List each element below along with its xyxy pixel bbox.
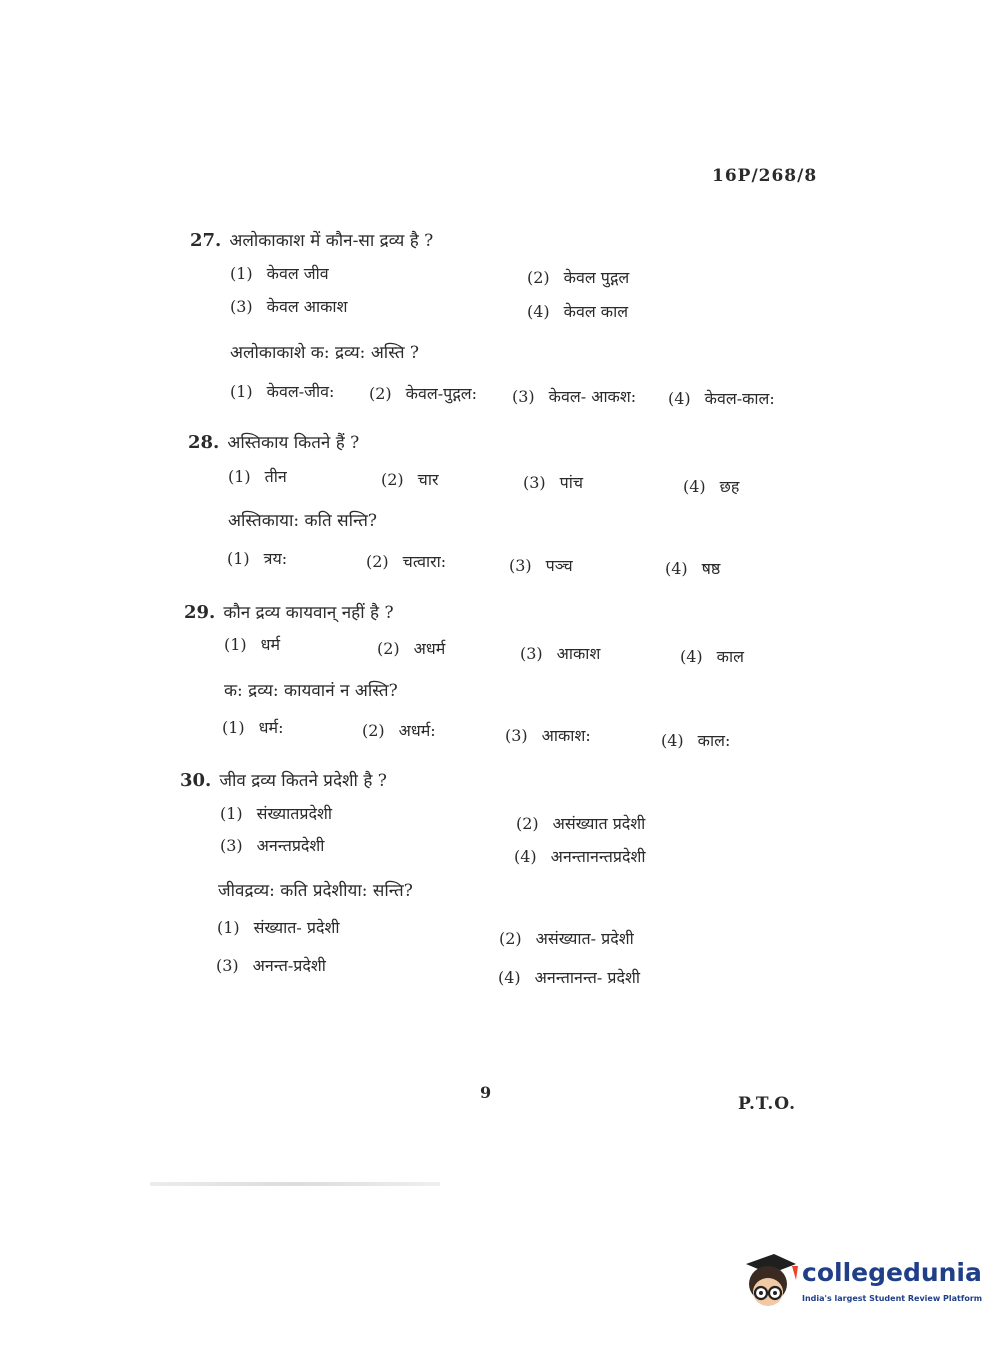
question-27: [190, 228, 433, 251]
paper-code: 16P/268/8: [712, 166, 818, 186]
option: (2) अधर्म:: [362, 721, 436, 740]
pto-label: P.T.O.: [738, 1094, 796, 1114]
question-text-hindi: कौन द्रव्य कायवान् नहीं है ?: [223, 603, 394, 623]
option: (4) अनन्तानन्तप्रदेशी: [514, 847, 646, 866]
brand-tagline: India's largest Student Review Platform: [802, 1294, 983, 1303]
question-text-hindi: जीव द्रव्य कितने प्रदेशी है ?: [219, 771, 387, 791]
question-text-sanskrit: अस्तिकाया: कति सन्ति?: [228, 511, 378, 531]
option: (1) केवल-जीव:: [230, 382, 335, 401]
collegedunia-logo: [740, 1250, 983, 1320]
option: (2) केवल-पुद्गल:: [369, 384, 477, 403]
brand-name: collegedunia: [802, 1258, 982, 1287]
mascot-icon: [740, 1250, 802, 1316]
option: (1) संख्यातप्रदेशी: [220, 804, 333, 823]
option: (3) आकाश:: [505, 726, 591, 745]
option: (1) धर्म: [224, 635, 281, 654]
question-text-hindi: अलोकाकाश में कौन-सा द्रव्य है ?: [229, 231, 434, 251]
question-28: [188, 430, 359, 453]
option: (3) केवल- आकश:: [512, 387, 637, 406]
question-text-sanskrit: क: द्रव्य: कायवानं न अस्ति?: [224, 681, 398, 701]
option: (2) असंख्यात- प्रदेशी: [499, 929, 634, 948]
question-text-hindi: अस्तिकाय कितने हैं ?: [227, 433, 360, 453]
option: (4) छह: [683, 477, 740, 496]
option: (3) पांच: [523, 473, 584, 492]
option: (1) तीन: [228, 467, 287, 486]
option: (1) त्रय:: [227, 549, 288, 568]
option: (1) केवल जीव: [230, 264, 329, 283]
option: (2) चत्वारा:: [366, 552, 447, 571]
option: (3) अनन्त-प्रदेशी: [216, 956, 326, 975]
option: (2) चार: [381, 470, 439, 489]
option: (2) केवल पुद्गल: [527, 268, 630, 287]
option: (4) केवल काल: [527, 302, 629, 321]
question-text-sanskrit: जीवद्रव्य: कति प्रदेशीया: सन्ति?: [218, 881, 413, 901]
question-number: 30.: [180, 770, 212, 791]
option: (4) काल: [680, 647, 744, 666]
option: (2) अधर्म: [377, 639, 446, 658]
option: (2) असंख्यात प्रदेशी: [516, 814, 646, 833]
question-30: [180, 768, 387, 791]
option: (1) धर्म:: [222, 718, 284, 737]
option: (3) अनन्तप्रदेशी: [220, 836, 325, 855]
option: (4) अनन्तानन्त- प्रदेशी: [498, 968, 641, 987]
question-number: 29.: [184, 602, 216, 623]
question-number: 28.: [188, 432, 220, 453]
scan-artifact: [150, 1182, 440, 1186]
option: (3) पञ्च: [509, 556, 573, 575]
option: (4) केवल-काल:: [668, 389, 775, 408]
option: (1) संख्यात- प्रदेशी: [217, 918, 340, 937]
option: (3) केवल आकाश: [230, 297, 348, 316]
option: (4) काल:: [661, 731, 731, 750]
page-number: 9: [480, 1083, 492, 1102]
question-number: 27.: [190, 230, 222, 251]
question-text-sanskrit: अलोकाकाशे क: द्रव्य: अस्ति ?: [230, 343, 420, 363]
option: (4) षष्ठ: [665, 559, 721, 578]
question-29: [184, 600, 394, 623]
option: (3) आकाश: [520, 644, 601, 663]
